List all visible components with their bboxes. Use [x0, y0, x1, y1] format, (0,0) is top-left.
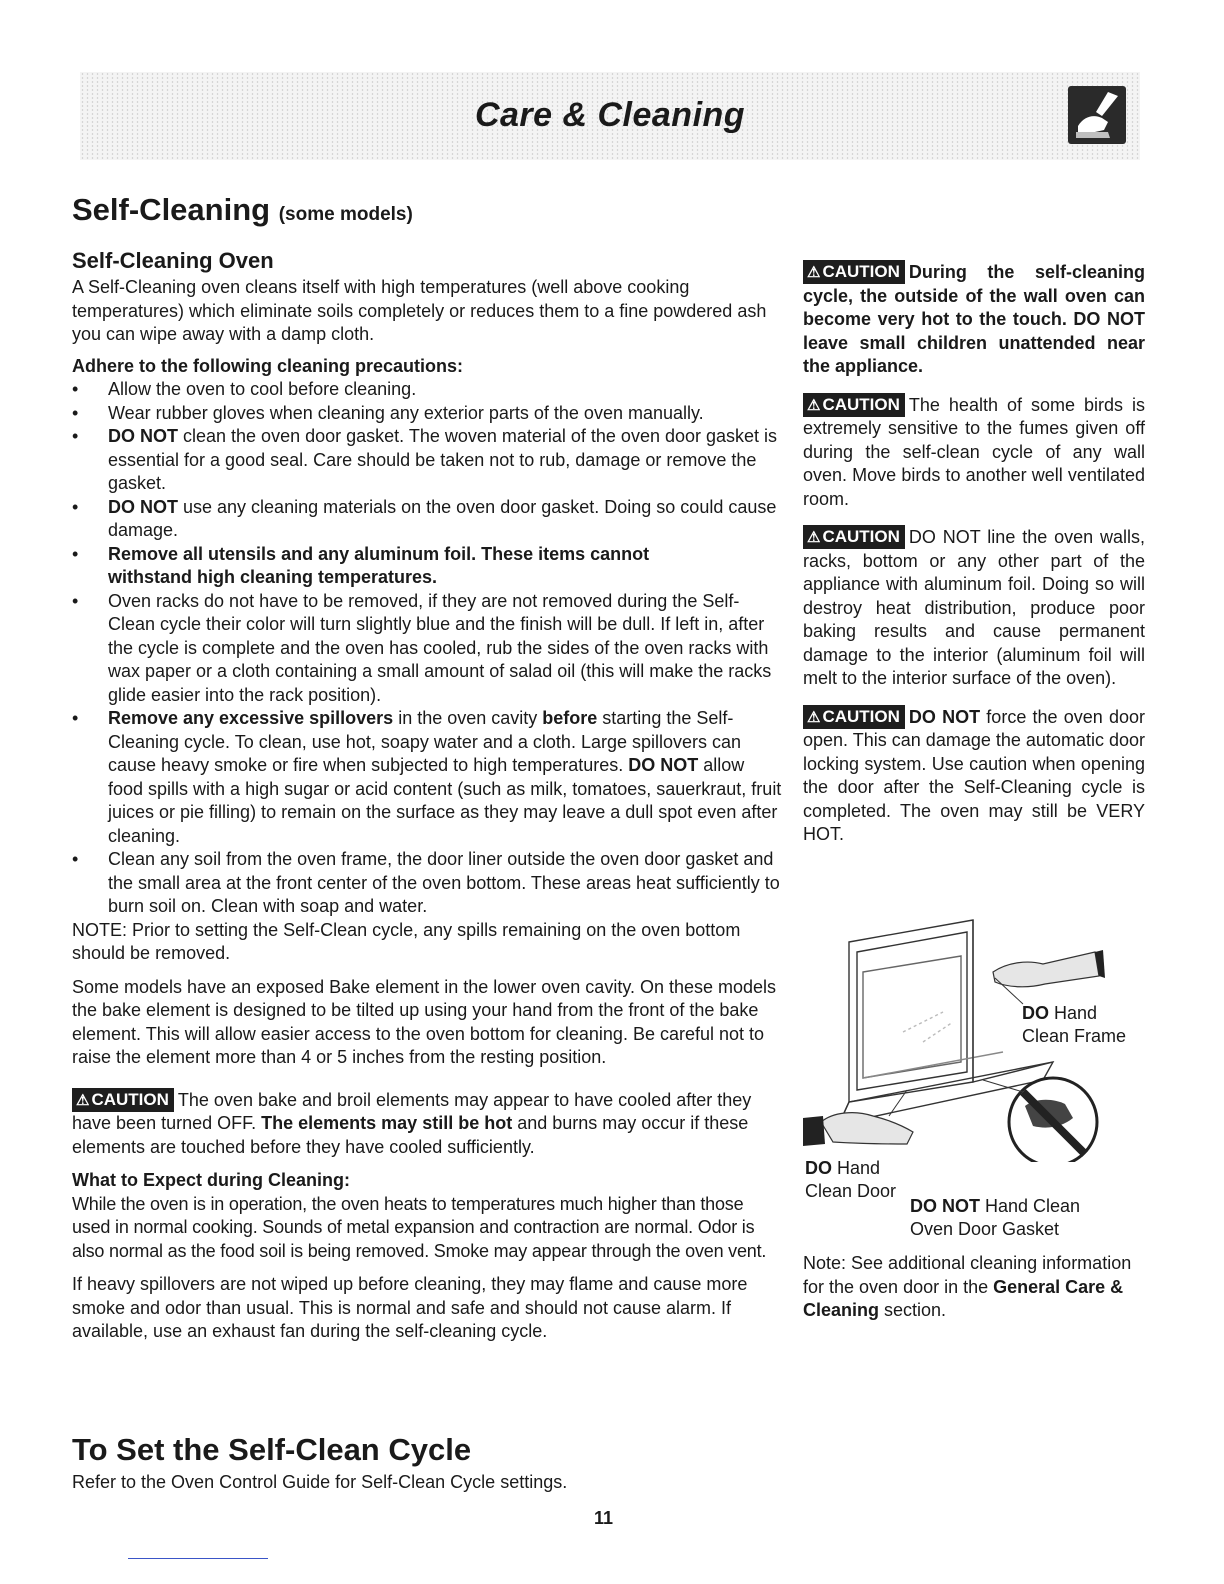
page-number: 11	[594, 1508, 614, 1528]
warning-triangle-icon: ⚠	[807, 396, 821, 414]
caution-label: CAUTION	[822, 262, 900, 281]
expect-heading: What to Expect during Cleaning:	[72, 1170, 350, 1190]
caution-badge	[803, 260, 905, 284]
list-item	[72, 425, 784, 496]
warning-triangle-icon: ⚠	[807, 529, 821, 546]
caution-text: The health of some birds is extremely sensitive to the fumes given off during the self-clean cycle of any wall oven. Move birds to another well ventilated room.	[803, 394, 1145, 509]
bullet: •	[72, 543, 79, 564]
warning-triangle-icon: ⚠	[807, 264, 821, 281]
right-column	[803, 260, 1145, 847]
caution-badge	[72, 1088, 174, 1112]
expect-text: While the oven is in operation, the oven heats to temperatures much higher than those used in normal cooking. Sounds of metal expansion and contraction are normal. Odor is also normal as the food soil is being removed. Smoke may appear through the oven vent.	[72, 1193, 767, 1261]
hand-frame-icon	[993, 950, 1105, 987]
list-item-text: Clean any soil from the oven frame, the door liner outside the oven door gasket and the small area at the front center of the oven bottom. These areas heat sufficiently to burn soil on. Clean with soap and water.	[108, 849, 780, 916]
list-item-text: Oven racks do not have to be removed, if they are not removed during the Self-Clean cycle their color will turn slightly blue and the finish will be dull. If left in, after the cycle is complete and the oven has cooled, rub the sides of the oven racks with wax paper or a cloth containing a small amount of salad oil (this will make the racks glide easier into the rack position).	[108, 590, 772, 705]
caution-badge	[803, 393, 905, 417]
caution-text: and burns may occur if these elements are touched before they have cooled sufficiently.	[72, 1113, 749, 1157]
door-label-bold: DO	[805, 1158, 832, 1178]
warning-triangle-icon: ⚠	[76, 1091, 90, 1109]
list-item-text: Allow the oven to cool before cleaning.	[108, 379, 417, 399]
section-title	[72, 192, 413, 228]
precautions-list	[72, 378, 784, 919]
section-title-text: Self-Cleaning	[72, 192, 271, 227]
precautions-heading: Adhere to the following cleaning precautions:	[72, 355, 464, 376]
bullet: •	[72, 590, 79, 611]
left-column	[72, 276, 784, 1344]
list-item	[72, 496, 784, 543]
caution-bold: DO NOT	[908, 706, 981, 727]
list-item-text: in the oven cavity	[393, 708, 543, 728]
section-title-suffix: (some models)	[278, 204, 413, 225]
gasket-label	[910, 1195, 1080, 1241]
door-note	[803, 1252, 1133, 1323]
no-symbol-icon	[1009, 1078, 1097, 1162]
list-item-bold: Remove all utensils and any aluminum foil. These items cannot withstand high cleaning temperatures.	[108, 543, 650, 587]
list-item	[72, 590, 784, 708]
bake-element-text: Some models have an exposed Bake element in the lower oven cavity. On these models the bake element is designed to be tilted up using your hand from the front of the bake element. This will allow easier access to the oven bottom for cleaning. Be careful not to raise the element more than 4 or 5 inches from the resting position.	[72, 976, 777, 1067]
cleaning-hand-icon	[1068, 86, 1126, 144]
caution-hot-surface	[803, 260, 1145, 379]
caution-text: The oven bake and broil elements may appear to have cooled after they have been turned OFF.	[72, 1089, 752, 1133]
frame-label-text2: Clean Frame	[1022, 1026, 1127, 1046]
footer-rule	[128, 1558, 268, 1559]
list-item-text: use any cleaning materials on the oven door gasket. Doing so could cause damage.	[108, 496, 777, 540]
list-item-bold: DO NOT	[108, 496, 178, 517]
oven-note: NOTE: Prior to setting the Self-Clean cycle, any spills remaining on the oven bottom should be removed.	[72, 919, 741, 963]
list-item-text: allow food spills with a high sugar or acid content (such as milk, tomatoes, sauerkraut, fruit juices or pie filling) to remain on the surface as they may leave a dull spot even after cleaning.	[108, 755, 782, 846]
oven-heading: Self-Cleaning Oven	[72, 248, 274, 273]
caution-birds	[803, 393, 1145, 512]
set-cycle-text: Refer to the Oven Control Guide for Self-Clean Cycle settings.	[72, 1472, 568, 1492]
element-caution	[72, 1088, 784, 1160]
list-item	[72, 848, 784, 919]
oven-intro: A Self-Cleaning oven cleans itself with high temperatures (well above cooking temperatures) which eliminate soils completely or reduces them to a fine powdered ash you can wipe away with a damp cloth.	[72, 277, 767, 344]
door-label-text2: Clean Door	[805, 1181, 897, 1201]
list-item-text: Wear rubber gloves when cleaning any exterior parts of the oven manually.	[108, 402, 704, 423]
caution-badge	[803, 525, 905, 549]
list-item	[72, 402, 784, 426]
bullet: •	[72, 379, 79, 399]
hand-door-icon	[803, 1113, 913, 1146]
list-item	[72, 378, 784, 402]
caution-foil	[803, 525, 1145, 691]
gasket-label-text: Hand Clean	[980, 1196, 1081, 1216]
caution-label: CAUTION	[822, 394, 900, 414]
bullet: •	[72, 426, 79, 446]
frame-label	[1022, 1002, 1126, 1048]
frame-label-text: Hand	[1049, 1003, 1098, 1023]
warning-triangle-icon: ⚠	[807, 708, 821, 726]
caution-label: CAUTION	[822, 706, 900, 726]
list-item-bold: DO NOT	[628, 755, 699, 775]
frame-label-bold: DO	[1022, 1003, 1049, 1023]
gasket-label-bold: DO NOT	[910, 1196, 980, 1216]
list-item	[72, 707, 784, 848]
bullet: •	[72, 849, 79, 869]
gasket-label-text2: Oven Door Gasket	[910, 1219, 1060, 1239]
spillovers-text: If heavy spillovers are not wiped up before cleaning, they may flame and cause more smoke and odor than usual. This is normal and safe and should not cause alarm. If available, use an exhaust fan during the self-cleaning cycle.	[72, 1274, 748, 1341]
list-item-text: starting the Self-Cleaning cycle. To clean, use hot, soapy water and a cloth. Large spillovers can cause heavy smoke or fire when subjected to high temperatures.	[108, 708, 742, 775]
header-title: Care & Cleaning	[474, 96, 746, 134]
bullet: •	[72, 402, 79, 423]
caution-text: force the oven door open. This can damage the automatic door locking system. Use caution when opening the door after the Self-Cleaning cycle is completed. The oven may still be VERY HOT.	[803, 706, 1145, 844]
door-note-rest: section.	[879, 1300, 947, 1320]
list-item	[72, 543, 784, 590]
bullet: •	[72, 496, 79, 517]
caution-badge	[803, 705, 905, 729]
door-note-text: Note: See additional cleaning information for the oven door in the	[803, 1253, 1132, 1297]
caution-label: CAUTION	[91, 1089, 169, 1109]
door-label-text: Hand	[832, 1158, 881, 1178]
list-item-bold: Remove any excessive spillovers	[108, 708, 394, 728]
caution-label: CAUTION	[822, 527, 900, 546]
header-banner	[80, 72, 1140, 160]
door-note-bold: General Care & Cleaning	[803, 1276, 1124, 1320]
list-item-text: clean the oven door gasket. The woven material of the oven door gasket is essential for a good seal. Care should be taken not to rub, damage or remove the gasket.	[108, 426, 778, 493]
list-item-bold: before	[542, 708, 598, 728]
caution-door	[803, 705, 1145, 847]
list-item-bold: DO NOT	[108, 426, 178, 446]
caution-text: DO NOT line the oven walls, racks, bottom or any other part of the appliance with aluminum foil. Doing so will destroy heat distribution, produce poor baking results and cause permanent damage to the interior (aluminum foil will melt to the interior surface of the oven).	[803, 527, 1145, 688]
caution-bold: The elements may still be hot	[261, 1113, 513, 1133]
door-label	[805, 1157, 896, 1203]
set-cycle-title: To Set the Self-Clean Cycle	[72, 1432, 472, 1467]
caution-text: During the self-cleaning cycle, the outside of the wall oven can become very hot to the touch. DO NOT leave small children unattended near the appliance.	[803, 262, 1145, 376]
bullet: •	[72, 708, 79, 728]
